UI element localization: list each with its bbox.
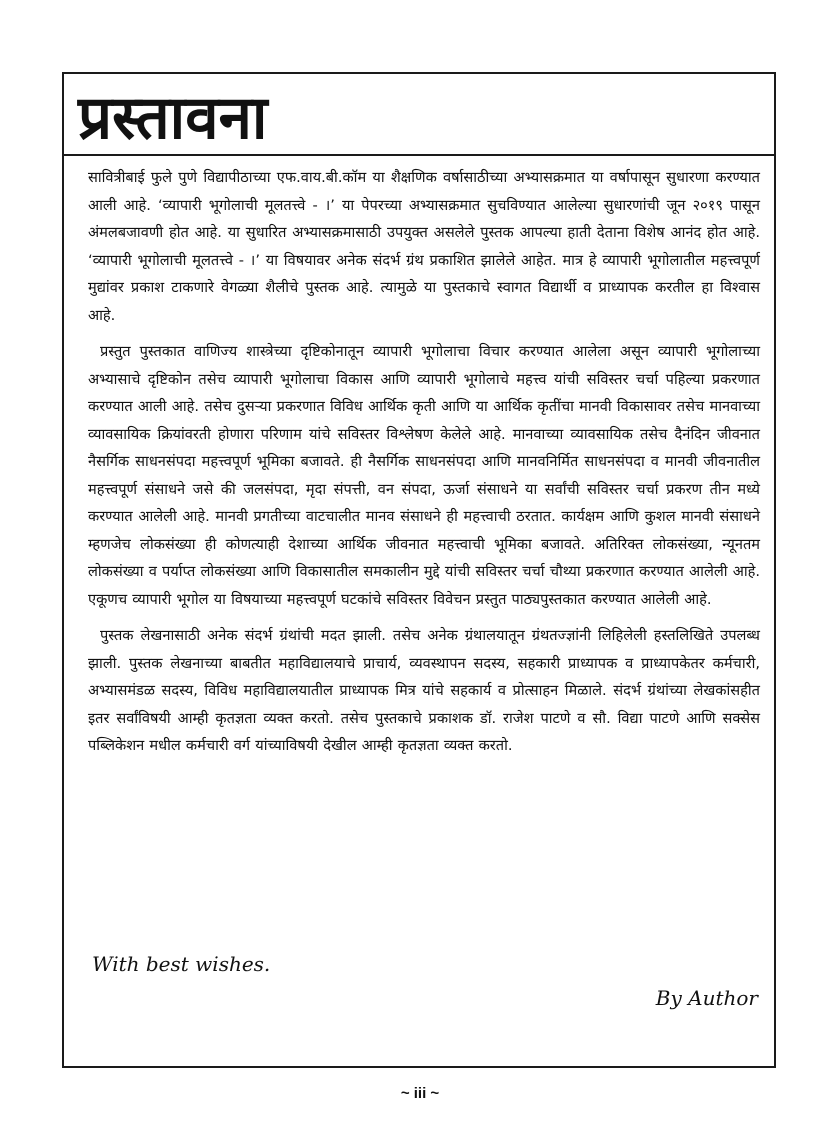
page-title: प्रस्तावना — [78, 83, 268, 153]
author-signature: By Author — [655, 986, 758, 1010]
page-number: ~ iii ~ — [400, 1085, 440, 1102]
preface-paragraph-3: पुस्तक लेखनासाठी अनेक संदर्भ ग्रंथांची मदत झाली. तसेच अनेक ग्रंथालयातून ग्रंथतज्ज्ञांनी लिहिलेली हस्तलिखिते उपलब्ध झाली. पुस्तक लेखनाच्या बाबतीत महाविद्यालयाचे प्राचार्य, व्यवस्थापन सदस्य, सहकारी प्राध्यापक व प्राध्यापकेतर कर्मचारी, अभ्यासमंडळ सदस्य, विविध महाविद्यालयातील प्राध्यापक मित्र यांचे सहकार्य व प्रोत्साहन मिळाले. संदर्भ ग्रंथांच्या लेखकांसहीत इतर सर्वांविषयी आम्ही कृतज्ञता व्यक्त करतो. तसेच पुस्तकाचे प्रकाशक डॉ. राजेश पाटणे व सौ. विद्या पाटणे आणि सक्सेस पब्लिकेशन मधील कर्मचारी वर्ग यांच्याविषयी देखील आम्ही कृतज्ञता व्यक्त करतो. — [88, 627, 760, 754]
preface-paragraph-1: सावित्रीबाई फुले पुणे विद्यापीठाच्या एफ.वाय.बी.कॉम या शैक्षणिक वर्षासाठीच्या अभ्यासक्रमात या वर्षापासून सुधारणा करण्यात आली आहे. ‘व्यापारी भूगोलाची मूलतत्त्वे - ।’ या पेपरच्या अभ्यासक्रमात सुचविण्यात आलेल्या सुधारणांची जून २०१९ पासून अंमलबजावणी होत आहे. या सुधारित अभ्यासक्रमासाठी उपयुक्त असलेले पुस्तक आपल्या हाती देताना विशेष आनंद होत आहे. ‘व्यापारी भूगोलाची मूलतत्त्वे - ।’ या विषयावर अनेक संदर्भ ग्रंथ प्रकाशित झालेले आहेत. मात्र हे व्यापारी भूगोलातील महत्त्वपूर्ण मुद्यांवर प्रकाश टाकणारे वेगळ्या शैलीचे पुस्तक आहे. त्यामुळे या पुस्तकाचे स्वागत विद्यार्थी व प्राध्यापक करतील हा विश्वास आहे. — [88, 169, 760, 324]
preface-paragraph-2: प्रस्तुत पुस्तकात वाणिज्य शास्त्रेच्या दृष्टिकोनातून व्यापारी भूगोलाचा विचार करण्यात आलेला असून व्यापारी भूगोलाच्या अभ्यासाचे दृष्टिकोन तसेच व्यापारी भूगोलाचा विकास आणि व्यापारी भूगोलाचे महत्त्व यांची सविस्तर चर्चा पहिल्या प्रकरणात करण्यात आली आहे. तसेच दुसऱ्या प्रकरणात विविध आर्थिक कृती आणि या आर्थिक कृतींचा मानवी विकासावर तसेच मानवाच्या व्यावसायिक क्रियांवरती होणारा परिणाम यांचे सविस्तर विश्लेषण केलेले आहे. मानवाच्या व्यावसायिक तसेच दैनंदिन जीवनात नैसर्गिक साधनसंपदा महत्त्वपूर्ण भूमिका बजावते. ही नैसर्गिक साधनसंपदा आणि मानवनिर्मित साधनसंपदा व मानवी जीवनातील महत्त्वपूर्ण संसाधने जसे की जलसंपदा, मृदा संपत्ती, वन संपदा, ऊर्जा संसाधने या सर्वांची सविस्तर चर्चा प्रकरण तीन मध्ये करण्यात आलेली आहे. मानवी प्रगतीच्या वाटचालीत मानव संसाधने ही महत्त्वाची ठरतात. कार्यक्षम आणि कुशल मानवी संसाधने म्हणजेच लोकसंख्या ही कोणत्याही देशाच्या आर्थिक जीवनात महत्त्वाची भूमिका बजावते. अतिरिक्त लोकसंख्या, न्यूनतम लोकसंख्या व पर्याप्त लोकसंख्या आणि विकासातील समकालीन मुद्दे यांची सविस्तर चर्चा चौथ्या प्रकरणात करण्यात आलेली आहे. एकूणच व्यापारी भूगोल या विषयाच्या महत्त्वपूर्ण घटकांचे सविस्तर विवेचन प्रस्तुत पाठ्यपुस्तकात करण्यात आलेली आहे. — [88, 343, 760, 608]
preface-body — [88, 164, 760, 769]
page-frame — [62, 72, 776, 1068]
closing-wishes: With best wishes. — [92, 952, 271, 976]
title-divider — [64, 154, 774, 156]
